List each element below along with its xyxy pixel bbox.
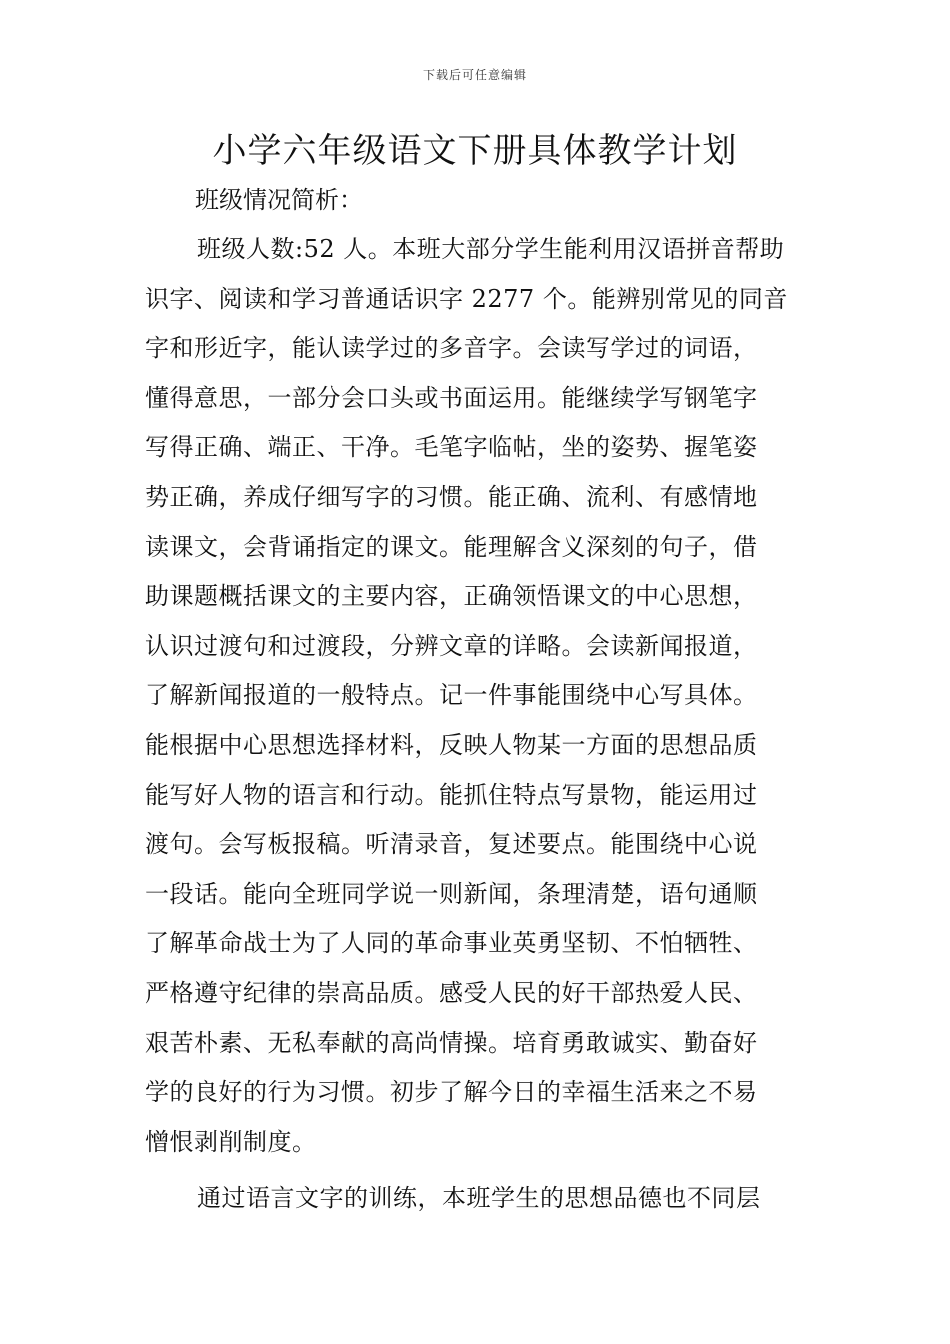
text-line: 懂得意思，一部分会口头或书面运用。能继续学写钢笔字 <box>145 383 758 412</box>
text-line: 字和形近字，能认读学过的多音字。会读写学过的词语， <box>145 334 758 363</box>
text-line: 能根据中心思想选择材料，反映人物某一方面的思想品质 <box>145 730 758 759</box>
paragraph-training-start: 通过语言文字的训练，本班学生的思想品德也不同层 <box>197 1184 761 1212</box>
text-line: 写得正确、端正、干净。毛笔字临帖，坐的姿势、握笔姿 <box>145 433 758 462</box>
text-line: 严格遵守纪律的崇高品质。感受人民的好干部热爱人民、 <box>145 978 758 1007</box>
text-line: 能写好人物的语言和行动。能抓住特点写景物，能运用过 <box>145 780 758 809</box>
text-line: 识字、阅读和学习普通话识字 2277 个。能辨别常见的同音 <box>145 284 788 313</box>
text-line: 势正确，养成仔细写字的习惯。能正确、流利、有感情地 <box>145 482 758 511</box>
text-line: 了解革命战士为了人同的革命事业英勇坚韧、不怕牺牲、 <box>145 929 758 958</box>
header-note: 下载后可任意编辑 <box>422 68 527 82</box>
paragraph-class-overview <box>145 231 825 1173</box>
text-line: 艰苦朴素、无私奉献的高尚情操。培育勇敢诚实、勤奋好 <box>145 1028 758 1057</box>
section-heading: 班级情况简析： <box>195 186 363 214</box>
text-line: 班级人数:52 人。本班大部分学生能利用汉语拼音帮助 <box>197 235 785 263</box>
text-line: 渡句。会写板报稿。听清录音，复述要点。能围绕中心说 <box>145 830 758 859</box>
text-line: 学的良好的行为习惯。初步了解今日的幸福生活来之不易 <box>145 1078 758 1107</box>
text-line: 憎恨剥削制度。 <box>145 1127 317 1156</box>
text-line: 读课文，会背诵指定的课文。能理解含义深刻的句子，借 <box>145 532 758 561</box>
text-line: 助课题概括课文的主要内容，正确领悟课文的中心思想， <box>145 582 758 611</box>
text-line: 一段话。能向全班同学说一则新闻，条理清楚，语句通顺 <box>145 879 758 908</box>
document-title: 小学六年级语文下册具体教学计划 <box>212 131 738 171</box>
text-line: 了解新闻报道的一般特点。记一件事能围绕中心写具体。 <box>145 681 758 710</box>
text-line: 认识过渡句和过渡段，分辨文章的详略。会读新闻报道， <box>145 631 758 660</box>
